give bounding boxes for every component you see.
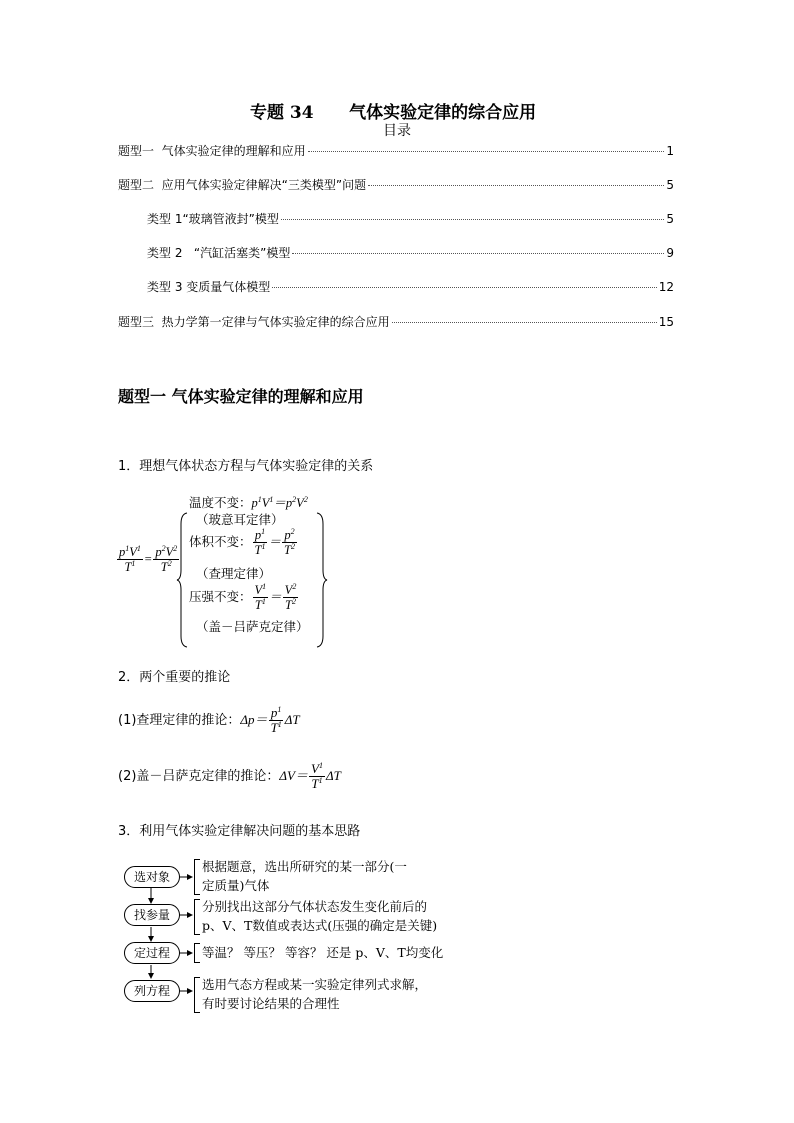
item3-title: 3．利用气体实验定律解决问题的基本思路	[118, 824, 361, 839]
toc-item[interactable]	[147, 278, 674, 295]
flow-desc-find-parameters	[202, 897, 437, 935]
left-brace	[176, 512, 188, 648]
flow-desc-write-equation	[202, 975, 427, 1013]
title-number: 专题 34	[250, 103, 314, 123]
corollary-charles: (1)查理定律的推论：Δp＝ $\frac{p^1}{T^1}$ ΔT	[118, 705, 300, 735]
toc-item-page: 1	[666, 144, 674, 158]
toc-item[interactable]	[118, 142, 674, 159]
flow-desc-select-object	[202, 857, 407, 895]
desc-bracket	[194, 899, 200, 935]
flow-desc-determine-process	[202, 943, 443, 962]
law-condition: 温度不变：	[189, 495, 252, 510]
title-name: 气体实验定律的综合应用	[349, 103, 537, 123]
toc-item-label: 类型 3 变质量气体模型	[147, 280, 271, 294]
item2-title: 2．两个重要的推论	[118, 670, 231, 685]
toc-item-page: 15	[658, 315, 674, 329]
desc-line: p、V、T数值或表达式(压强的确定是关键)	[202, 918, 438, 933]
toc-item-label: 类型 2 “汽缸活塞类”模型	[147, 246, 291, 260]
corollary-gay-lussac: (2)盖－吕萨克定律的推论：ΔV＝ $\frac{V^1}{T^1}$ ΔT	[118, 761, 341, 791]
flow-node-write-equation: 列方程	[124, 980, 180, 1002]
toc-item-page: 5	[666, 212, 674, 226]
toc-item-label: 类型 1“玻璃管液封”模型	[147, 212, 279, 226]
section-heading: 题型一 气体实验定律的理解和应用	[118, 387, 364, 406]
desc-line: 有时要讨论结果的合理性	[202, 996, 340, 1011]
right-brace	[316, 512, 328, 648]
toc-item-page: 12	[658, 280, 674, 294]
toc-leader	[292, 253, 664, 254]
flow-node-determine-process: 定过程	[124, 942, 180, 964]
gay-lussac-law-formula: 压强不变： $\frac{V^1}{T^1}$ ＝ $\frac{V^2}{T^2}$	[189, 582, 297, 612]
toc-item[interactable]	[118, 176, 674, 193]
desc-line: 分别找出这部分气体状态发生变化前后的	[202, 899, 428, 914]
equation-fraction: $\frac{p^1V^1}{T^1}$	[119, 544, 141, 574]
toc-item[interactable]	[118, 313, 674, 330]
desc-line: 根据题意，选出所研究的某一部分(一	[202, 859, 407, 874]
corollary-label: (1)查理定律的推论：	[118, 713, 241, 728]
toc-leader	[308, 151, 665, 152]
toc-item[interactable]	[147, 244, 674, 261]
boyle-law-formula: 温度不变：$p^1V^1=p^2V^2$	[189, 495, 308, 510]
ideal-gas-equation: $\frac{p^1V^1}{T^1}$ = $\frac{p^2V^2}{T^2}$	[119, 544, 178, 574]
law-condition: 体积不变：	[189, 534, 252, 549]
toc-item[interactable]	[147, 210, 674, 227]
flow-node-find-parameters: 找参量	[124, 904, 180, 926]
toc-heading: 目录	[383, 123, 411, 139]
boyle-law-name: （玻意耳定律）	[196, 512, 284, 527]
toc-item-page: 9	[666, 246, 674, 260]
law-condition: 压强不变：	[189, 589, 252, 604]
item1-title: 1．理想气体状态方程与气体实验定律的关系	[118, 459, 374, 474]
toc-leader	[368, 185, 664, 186]
gay-lussac-law-name: （盖－吕萨克定律）	[196, 619, 309, 634]
equation-fraction: $\frac{p^2V^2}{T^2}$	[155, 544, 178, 574]
toc-item-label: 题型一 气体实验定律的理解和应用	[118, 144, 306, 158]
toc-leader	[281, 219, 664, 220]
charles-law-formula: 体积不变： $\frac{p^1}{T^1}$ ＝ $\frac{p^2}{T^2}$	[189, 527, 295, 557]
desc-bracket	[194, 977, 200, 1013]
toc-item-page: 5	[666, 178, 674, 192]
charles-law-name: （查理定律）	[196, 566, 272, 581]
desc-line: 等温？ 等压？ 等容？ 还是 p、V、T均变化	[202, 945, 444, 960]
toc-item-label: 题型三 热力学第一定律与气体实验定律的综合应用	[118, 315, 390, 329]
corollary-label: (2)盖－吕萨克定律的推论：	[118, 769, 280, 784]
toc-leader	[392, 322, 657, 323]
desc-bracket	[194, 943, 200, 963]
desc-bracket	[194, 859, 200, 895]
flow-node-select-object: 选对象	[124, 866, 180, 888]
desc-line: 选用气态方程或某一实验定律列式求解，	[202, 977, 428, 992]
desc-line: 定质量)气体	[202, 878, 270, 893]
toc-leader	[272, 287, 656, 288]
toc-item-label: 题型二 应用气体实验定律解决“三类模型”问题	[118, 178, 367, 192]
